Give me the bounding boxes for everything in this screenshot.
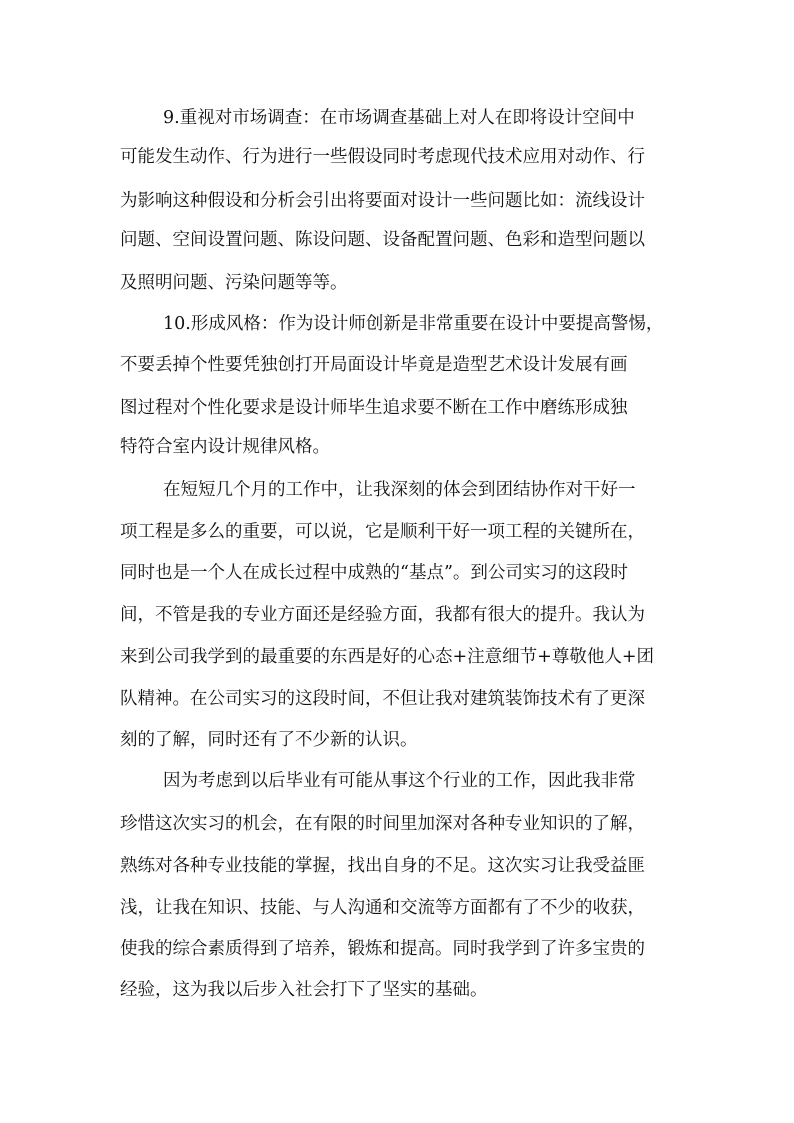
paragraph-4-line-6: 经验，这为我以后步入社会打下了坚实的基础。 <box>120 980 488 1000</box>
paragraph-1-line-1: 9.重视对市场调查：在市场调查基础上对人在即将设计空间中 <box>163 108 635 128</box>
paragraph-3-line-7: 刻的了解，同时还有了不少新的认识。 <box>120 730 418 750</box>
paragraph-4-line-3: 熟练对各种专业技能的掌握，找出自身的不足。这次实习让我受益匪 <box>120 856 645 876</box>
paragraph-1-line-2: 可能发生动作、行为进行一些假设同时考虑现代技术应用对动作、行 <box>120 147 645 167</box>
paragraph-4-line-1: 因为考虑到以后毕业有可能从事这个行业的工作，因此我非常 <box>163 771 636 791</box>
paragraph-2-line-1: 10.形成风格：作为设计师创新是非常重要在设计中要提高警惕， <box>163 314 664 334</box>
paragraph-3-line-1: 在短短几个月的工作中，让我深刻的体会到团结协作对干好一 <box>163 480 636 500</box>
paragraph-4-line-4: 浅，让我在知识、技能、与人沟通和交流等方面都有了不少的收获， <box>120 898 645 918</box>
paragraph-3-line-5: 来到公司我学到的最重要的东西是好的心态+注意细节+尊敬他人+团 <box>120 647 654 667</box>
paragraph-2-line-2: 不要丢掉个性要凭独创打开局面设计毕竟是造型艺术设计发展有画 <box>120 355 628 375</box>
paragraph-3-line-3: 同时也是一个人在成长过程中成熟的“基点”。到公司实习的这段时 <box>120 563 628 583</box>
paragraph-3-line-6: 队精神。在公司实习的这段时间，不但让我对建筑装饰技术有了更深 <box>120 689 645 709</box>
paragraph-2-line-3: 图过程对个性化要求是设计师毕生追求要不断在工作中磨练形成独 <box>120 398 628 418</box>
paragraph-3-line-2: 项工程是多么的重要，可以说，它是顺利干好一项工程的关键所在， <box>120 522 645 542</box>
paragraph-3-line-4: 间，不管是我的专业方面还是经验方面，我都有很大的提升。我认为 <box>120 605 645 625</box>
paragraph-1-line-3: 为影响这种假设和分析会引出将要面对设计一些问题比如：流线设计 <box>120 191 645 211</box>
paragraph-4-line-2: 珍惜这次实习的机会，在有限的时间里加深对各种专业知识的了解， <box>120 814 645 834</box>
paragraph-1-line-4: 问题、空间设置问题、陈设问题、设备配置问题、色彩和造型问题以 <box>120 230 645 250</box>
paragraph-2-line-4: 特符合室内设计规律风格。 <box>120 437 330 457</box>
paragraph-1-line-5: 及照明问题、污染问题等等。 <box>120 273 348 293</box>
paragraph-4-line-5: 使我的综合素质得到了培养，锻炼和提高。同时我学到了许多宝贵的 <box>120 939 645 959</box>
